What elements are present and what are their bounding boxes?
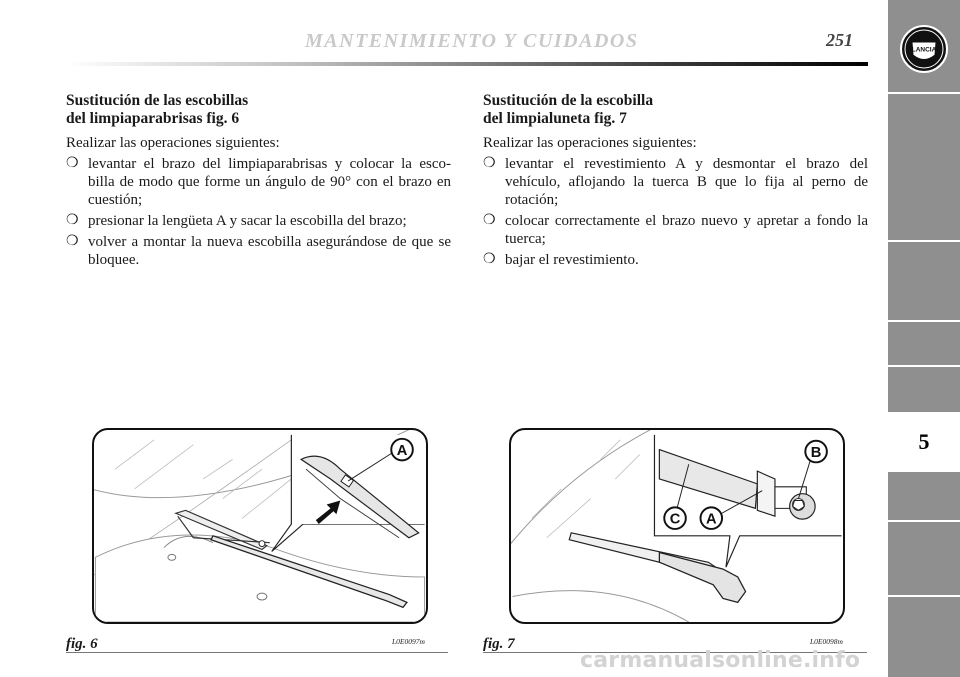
chapter-sidebar [888, 0, 960, 677]
list-item [66, 212, 451, 230]
windscreen-wiper-drawing [94, 430, 426, 622]
chapter-tab[interactable]: 5 [888, 412, 960, 472]
figure-6-baseline [66, 652, 448, 653]
section-heading [66, 92, 451, 128]
logo-text: LANCIA [911, 46, 937, 54]
sidebar-divider [888, 320, 960, 322]
callout-c: C [669, 511, 681, 528]
list-item [483, 155, 868, 209]
page-number: 251 [826, 30, 853, 50]
figure-6-code: L0E0097m [392, 637, 425, 646]
sidebar-divider [888, 92, 960, 94]
bullet-icon: ❍ [66, 234, 79, 249]
callout-a: A [396, 442, 408, 459]
list-item-text: presionar la lengüeta A y sacar la escobilla del brazo; [88, 213, 407, 229]
figure-7-illustration [509, 428, 845, 624]
watermark: carmanualsonline.info [580, 648, 861, 673]
figure-6-illustration [92, 428, 428, 624]
figure-7-caption: fig. 7 [483, 636, 515, 652]
callout-b: B [810, 444, 822, 461]
list-item-text: levantar el brazo del limpiaparabrisas y colocar la esco- billa de modo que forme un ángulo de 90° con el brazo en cuestión; [88, 156, 451, 208]
bullet-icon: ❍ [483, 156, 496, 171]
heading-line1: Sustitución de las escobillas [66, 92, 249, 109]
list-item [483, 212, 868, 248]
sidebar-divider [888, 365, 960, 367]
bullet-icon: ❍ [66, 156, 79, 171]
bullet-icon: ❍ [483, 252, 496, 267]
callout-a: A [705, 511, 717, 528]
list-item-text: bajar el revestimiento. [505, 252, 639, 268]
instruction-list [66, 155, 451, 269]
list-item [483, 251, 868, 269]
sidebar-divider [888, 240, 960, 242]
figure-6-caption: fig. 6 [66, 636, 98, 652]
figure-7-code: L0E0098m [810, 637, 843, 646]
lancia-logo-icon [899, 24, 949, 74]
page-title: MANTENIMIENTO Y CUIDADOS [305, 30, 639, 52]
heading-line1: Sustitución de la escobilla [483, 92, 654, 109]
section-intro: Realizar las operaciones siguientes: [483, 135, 697, 151]
sidebar-divider [888, 595, 960, 597]
list-item-text: levantar el revestimiento A y desmontar el brazo del vehículo, aflojando la tuerca B que lo fija al perno de rotación; [505, 156, 868, 208]
list-item-text: colocar correctamente el brazo nuevo y apretar a fondo la tuerca; [505, 213, 868, 247]
list-item [66, 233, 451, 269]
rear-wiper-drawing [511, 430, 843, 622]
section-heading [483, 92, 868, 128]
bullet-icon: ❍ [66, 213, 79, 228]
list-item [66, 155, 451, 209]
section-intro: Realizar las operaciones siguientes: [66, 135, 280, 151]
section-rear-wiper [483, 92, 868, 272]
heading-line2: del limpiaparabrisas fig. 6 [66, 110, 240, 127]
heading-line2: del limpialuneta fig. 7 [483, 110, 627, 127]
header-rule [66, 62, 868, 66]
section-windscreen-wiper [66, 92, 451, 272]
sidebar-divider [888, 520, 960, 522]
bullet-icon: ❍ [483, 213, 496, 228]
list-item-text: volver a montar la nueva escobilla asegurándose de que se bloquee. [88, 234, 451, 268]
instruction-list [483, 155, 868, 269]
